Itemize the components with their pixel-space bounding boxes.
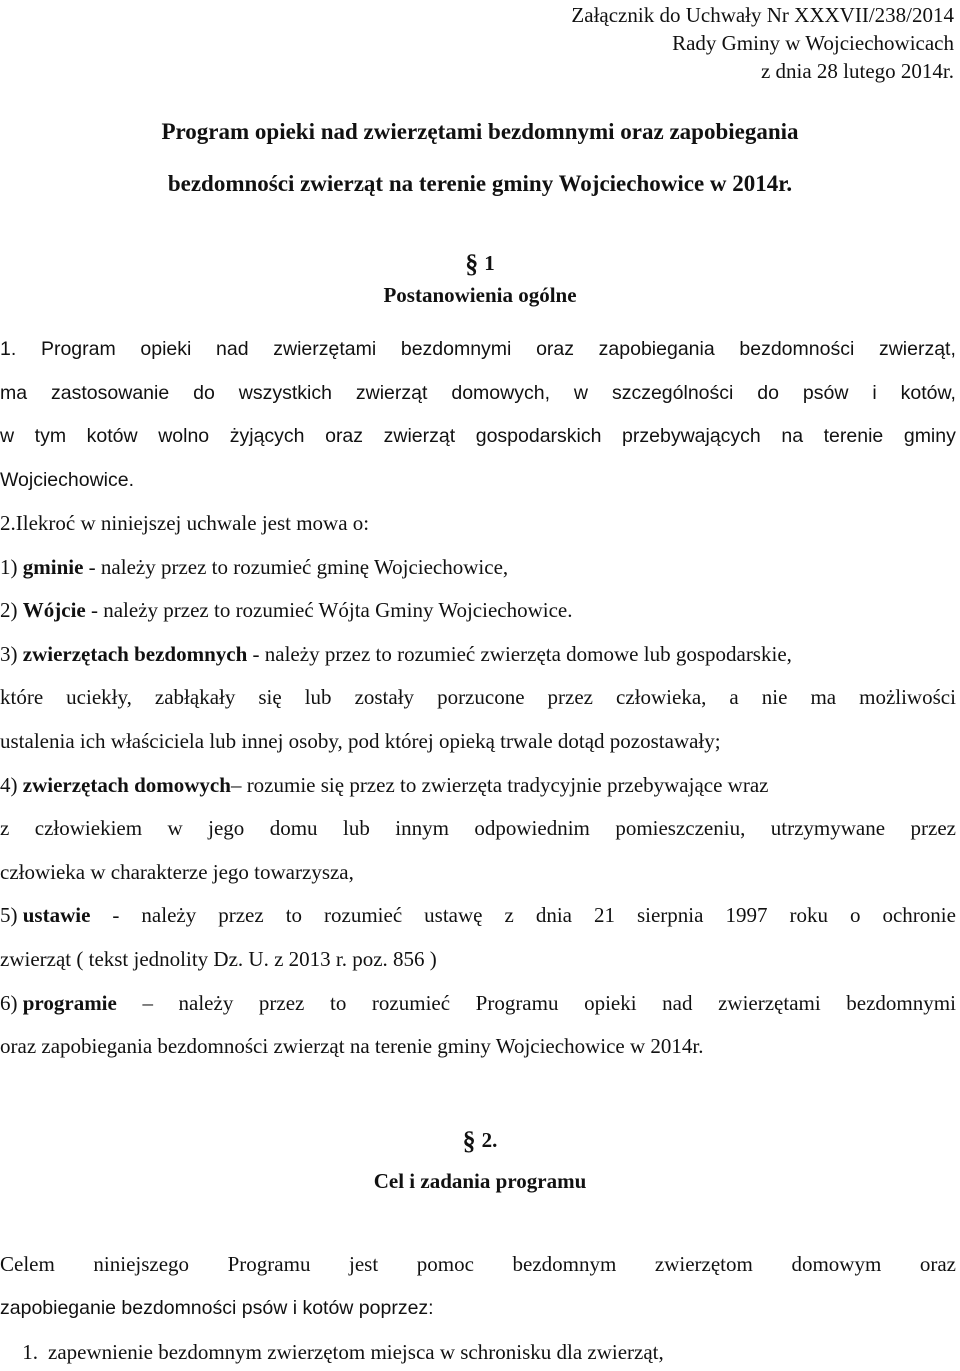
word: opieki (584, 990, 637, 1015)
word: gminy (903, 425, 956, 448)
paragraph-2 (0, 502, 956, 1069)
word: 21 (593, 903, 615, 928)
definition-5-line-2: zwierząt ( tekst jednolity Dz. U. z 2013 r. poz. 856 ) (0, 946, 437, 971)
para1-line-3 (0, 415, 956, 459)
definition-3-line-2 (0, 676, 956, 720)
def5-number: 5) (0, 903, 23, 928)
paragraph-3 (0, 1243, 956, 1330)
word: się (258, 685, 282, 710)
word: kotów, (900, 381, 956, 404)
word: oraz (536, 338, 574, 360)
word: ochronie (882, 903, 956, 928)
definition-4 (0, 764, 956, 808)
word: jego (208, 816, 245, 841)
def2-term: Wójcie (22, 598, 86, 623)
definition-4-line-2 (0, 807, 956, 851)
word: należy (141, 903, 197, 928)
word: roku (789, 903, 828, 928)
header-line-2: Rady Gminy w Wojciechowicach (672, 31, 954, 55)
word: z (504, 903, 514, 928)
def4-text: – rozumie się przez to zwierzęta tradycyjnie przebywające wraz (230, 772, 769, 797)
word: 1997 (725, 903, 768, 928)
def2-text: - należy przez to rozumieć Wójta Gminy Wojciechowice. (85, 598, 573, 623)
word: a (729, 685, 739, 710)
word: nad (662, 990, 693, 1015)
word: rozumieć (371, 990, 451, 1015)
para3-line-2: zapobieganie bezdomności psów i kotów poprzez: (0, 1296, 434, 1319)
header-line-3: z dnia 28 lutego 2014r. (760, 59, 954, 83)
paragraph-sign-icon: § (462, 1126, 476, 1155)
word: zostały (354, 685, 415, 710)
list-item-text: zapewnienie bezdomnym zwierzętom miejsca w schronisku dla zwierząt, (48, 1340, 664, 1364)
title-line-1: Program opieki nad zwierzętami bezdomnymi oraz zapobiegania (161, 119, 799, 144)
word: utrzymywane (770, 816, 886, 841)
word: w (0, 425, 15, 448)
para1-line-4: Wojciechowice. (0, 468, 135, 491)
word: do (757, 381, 779, 404)
paragraph-sign-icon: § (465, 249, 479, 278)
word: do (193, 381, 215, 404)
word: przez (258, 990, 305, 1015)
header-line-1: Załącznik do Uchwały Nr XXXVII/238/2014 (571, 3, 954, 27)
def3-text: - należy przez to rozumieć zwierzęta domowe lub gospodarskie, (247, 641, 792, 666)
word: zwierzętami (718, 990, 821, 1015)
word: zastosowanie (51, 381, 170, 404)
word: przez (218, 903, 264, 928)
word: gospodarskich (475, 425, 602, 448)
word: przebywających (622, 425, 761, 448)
definition-3-line-3: ustalenia ich właściciela lub innej osoby, pod której opieką trwale dotąd pozostawały; (0, 728, 721, 753)
word: oraz (919, 1252, 956, 1276)
word: jest (349, 1252, 379, 1276)
word: uciekły, (66, 685, 132, 710)
word: bezdomności (739, 338, 855, 360)
definition-4-line-3: człowieka w charakterze jego towarzysza, (0, 859, 354, 884)
word: zapobiegania (598, 338, 715, 360)
def1-term: gminie (22, 554, 84, 579)
word: ma (0, 381, 28, 404)
word: wszystkich (238, 381, 332, 404)
para3-line-1 (0, 1243, 956, 1287)
word: pomoc (416, 1252, 474, 1276)
word: zwierząt (355, 381, 428, 404)
word: porzucone (437, 685, 525, 710)
def3-number: 3) (0, 641, 23, 666)
word: domowym (791, 1252, 882, 1276)
section-1-number: 1 (484, 251, 495, 275)
def6-number: 6) (0, 990, 23, 1015)
definition-2 (0, 589, 956, 633)
word: Programu (227, 1252, 311, 1276)
word: zwierząt (383, 425, 456, 448)
word: opieki (140, 338, 192, 360)
definition-5 (0, 894, 956, 938)
word: człowiekiem (34, 816, 143, 841)
list-item (0, 1333, 956, 1371)
word: możliwości (859, 685, 956, 710)
section-1-number-line (0, 246, 960, 279)
word: nad (216, 338, 249, 360)
word: szczególności (611, 381, 734, 404)
word: w (167, 816, 183, 841)
word: psów (802, 381, 849, 404)
section-2-number: 2. (481, 1128, 498, 1152)
def1-text: - należy przez to rozumieć gminę Wojciechowice, (83, 554, 509, 579)
def4-term: zwierzętach domowych (22, 772, 231, 797)
word: wolno (158, 425, 210, 448)
word: zabłąkały (154, 685, 236, 710)
word: odpowiednim (474, 816, 590, 841)
word: to (329, 990, 347, 1015)
section-2-heading (0, 1118, 960, 1202)
word: człowieka, (616, 685, 707, 710)
word: bezdomnymi (400, 338, 512, 360)
list-item-number: 1. (22, 1340, 38, 1364)
word: o (849, 903, 861, 928)
section-1-heading (0, 246, 960, 311)
word: ma (810, 685, 837, 710)
paragraph-1 (0, 328, 956, 502)
definition-6-line-2: oraz zapobiegania bezdomności zwierząt na terenie gminy Wojciechowice w 2014r. (0, 1034, 704, 1059)
word: ustawę (424, 903, 483, 928)
word: domowych, (451, 381, 550, 404)
word: rozumieć (324, 903, 403, 928)
definition-1 (0, 546, 956, 590)
word: 1. (0, 338, 17, 360)
word: domu (269, 816, 318, 841)
word: kotów (86, 425, 138, 448)
section-2-title: Cel i zadania programu (373, 1169, 587, 1193)
word: – (142, 990, 153, 1015)
word: sierpnia (636, 903, 704, 928)
word: Program (40, 338, 116, 360)
word: innym (395, 816, 449, 841)
def2-number: 2) (0, 598, 23, 623)
word: Programu (475, 990, 559, 1015)
def4-number: 4) (0, 772, 23, 797)
word: zwierząt, (878, 338, 956, 360)
word: należy (178, 990, 234, 1015)
word: terenie (823, 425, 884, 448)
word: Celem (0, 1252, 55, 1276)
word: przez (547, 685, 594, 710)
para1-line-1 (0, 328, 956, 372)
word: lub (304, 685, 332, 710)
word: zwierzętom (654, 1252, 753, 1276)
word: które (0, 685, 44, 710)
word: w (573, 381, 589, 404)
word: pomieszczeniu, (615, 816, 746, 841)
word: zwierzętami (273, 338, 377, 360)
word: żyjących (229, 425, 305, 448)
def5-lead (0, 894, 90, 938)
def1-number: 1) (0, 554, 23, 579)
para2-intro: 2.Ilekroć w niniejszej uchwale jest mowa o: (0, 511, 370, 535)
word: na (781, 425, 804, 448)
word: to (285, 903, 303, 928)
word: oraz (325, 425, 364, 448)
goals-list (0, 1333, 956, 1371)
section-1-title: Postanowienia ogólne (383, 283, 577, 307)
definition-3 (0, 633, 956, 677)
word: dnia (535, 903, 572, 928)
def3-term: zwierzętach bezdomnych (22, 641, 248, 666)
definition-6 (0, 982, 956, 1026)
word: bezdomnymi (846, 990, 956, 1015)
para1-line-2 (0, 372, 956, 416)
attachment-header (571, 1, 954, 85)
word: niniejszego (93, 1252, 190, 1276)
word: bezdomnym (512, 1252, 617, 1276)
word: - (112, 903, 120, 928)
document-title (0, 106, 960, 210)
word: lub (342, 816, 370, 841)
word: i (872, 381, 877, 404)
section-2-number-line (0, 1118, 960, 1161)
word: z (0, 816, 10, 841)
def6-lead (0, 982, 117, 1026)
def5-term: ustawie (22, 903, 91, 928)
title-line-2: bezdomności zwierząt na terenie gminy Wojciechowice w 2014r. (167, 171, 793, 196)
word: przez (910, 816, 956, 841)
word: nie (761, 685, 788, 710)
def6-term: programie (22, 990, 117, 1015)
word: tym (34, 425, 67, 448)
